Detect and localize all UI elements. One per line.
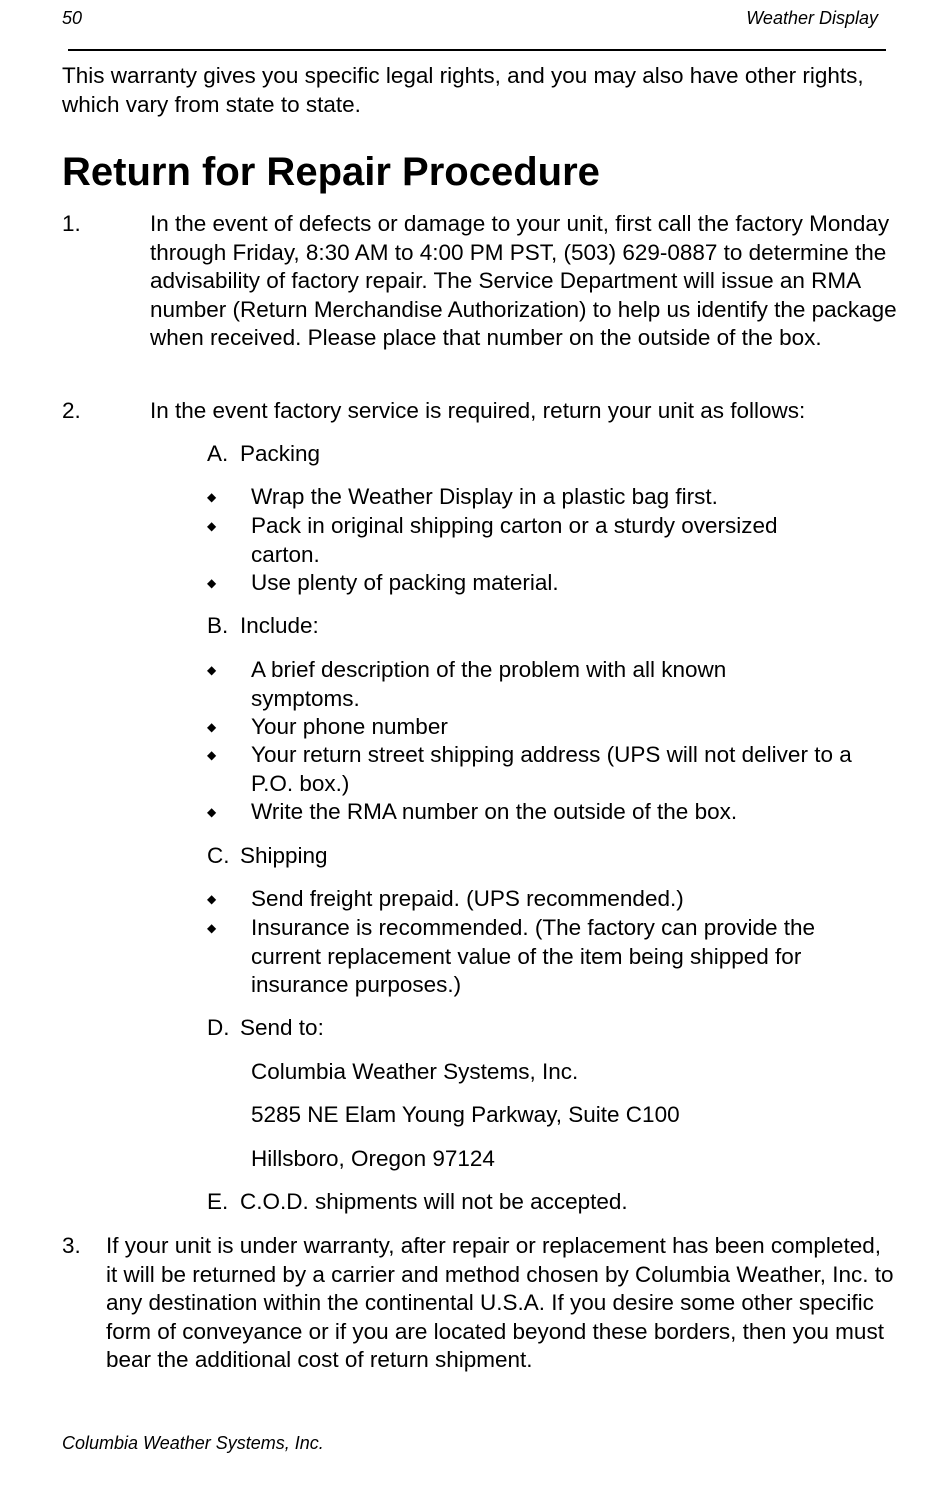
bullet-text: A brief description of the problem with all known symptoms. — [251, 657, 727, 711]
subsection-letter: E. — [207, 1189, 229, 1214]
subsection-letter: C. — [207, 843, 230, 868]
bullet-text: Write the RMA number on the outside of the box. — [251, 799, 738, 824]
diamond-bullet-icon: ◆ — [207, 720, 217, 734]
subsection-e — [207, 1188, 628, 1217]
diamond-bullet-icon: ◆ — [207, 576, 217, 590]
diamond-bullet-icon: ◆ — [207, 490, 217, 504]
subsection-title: Shipping — [240, 843, 328, 868]
item-number-3: 3. — [62, 1233, 81, 1258]
bullet-text: Wrap the Weather Display in a plastic bag first. — [251, 484, 718, 509]
section-heading: Return for Repair Procedure — [62, 150, 600, 194]
item-text-1: In the event of defects or damage to your unit, first call the factory Monday through Friday, 8:30 AM to 4:00 PM PST, (503) 629-0887 to determine the advisability of factory repair. The Service Department will issue an RMA number (Return Merchandise Authorization) to help us identify the package when received. Please place that number on the outside of the box. — [150, 211, 897, 351]
intro-paragraph: This warranty gives you specific legal rights, and you may also have other rights, which vary from state to state. — [62, 63, 864, 117]
item-text-2: In the event factory service is required, return your unit as follows: — [150, 398, 806, 423]
bullet-text: Use plenty of packing material. — [251, 570, 559, 595]
bullet-text: Your phone number — [251, 714, 448, 739]
subsection-title: C.O.D. shipments will not be accepted. — [240, 1189, 628, 1214]
subsection-title: Send to: — [240, 1015, 324, 1040]
address-line: 5285 NE Elam Young Parkway, Suite C100 — [251, 1102, 680, 1127]
page-number: 50 — [62, 8, 83, 28]
subsection-title: Packing — [240, 441, 321, 466]
subsection-a — [207, 440, 320, 469]
diamond-bullet-icon: ◆ — [207, 663, 217, 677]
subsection-d — [207, 1014, 324, 1043]
bullet-text: Insurance is recommended. (The factory can provide the current replacement value of the item being shipped for insurance purposes.) — [251, 915, 816, 998]
header-rule — [68, 49, 886, 51]
diamond-bullet-icon: ◆ — [207, 519, 217, 533]
subsection-b — [207, 612, 319, 641]
item-text-3: If your unit is under warranty, after repair or replacement has been completed, it will be returned by a carrier and method chosen by Columbia Weather, Inc. to any destination within the continental U.S.A. If you desire some other specific form of conveyance or if you are located beyond these borders, then you must bear the additional cost of return shipment. — [106, 1233, 894, 1373]
running-title: Weather Display — [746, 8, 878, 28]
item-number-2: 2. — [62, 398, 81, 423]
diamond-bullet-icon: ◆ — [207, 921, 217, 935]
page-footer: Columbia Weather Systems, Inc. — [62, 1433, 324, 1453]
subsection-letter: B. — [207, 613, 229, 638]
subsection-title: Include: — [240, 613, 319, 638]
bullet-text: Pack in original shipping carton or a sturdy oversized carton. — [251, 513, 778, 567]
item-number-1: 1. — [62, 211, 81, 236]
bullet-text: Send freight prepaid. (UPS recommended.) — [251, 886, 684, 911]
address-line: Columbia Weather Systems, Inc. — [251, 1059, 579, 1084]
diamond-bullet-icon: ◆ — [207, 892, 217, 906]
diamond-bullet-icon: ◆ — [207, 805, 217, 819]
subsection-letter: D. — [207, 1015, 230, 1040]
address-line: Hillsboro, Oregon 97124 — [251, 1146, 495, 1171]
subsection-letter: A. — [207, 441, 229, 466]
diamond-bullet-icon: ◆ — [207, 748, 217, 762]
subsection-c — [207, 842, 328, 871]
bullet-text: Your return street shipping address (UPS will not deliver to a P.O. box.) — [251, 742, 852, 796]
